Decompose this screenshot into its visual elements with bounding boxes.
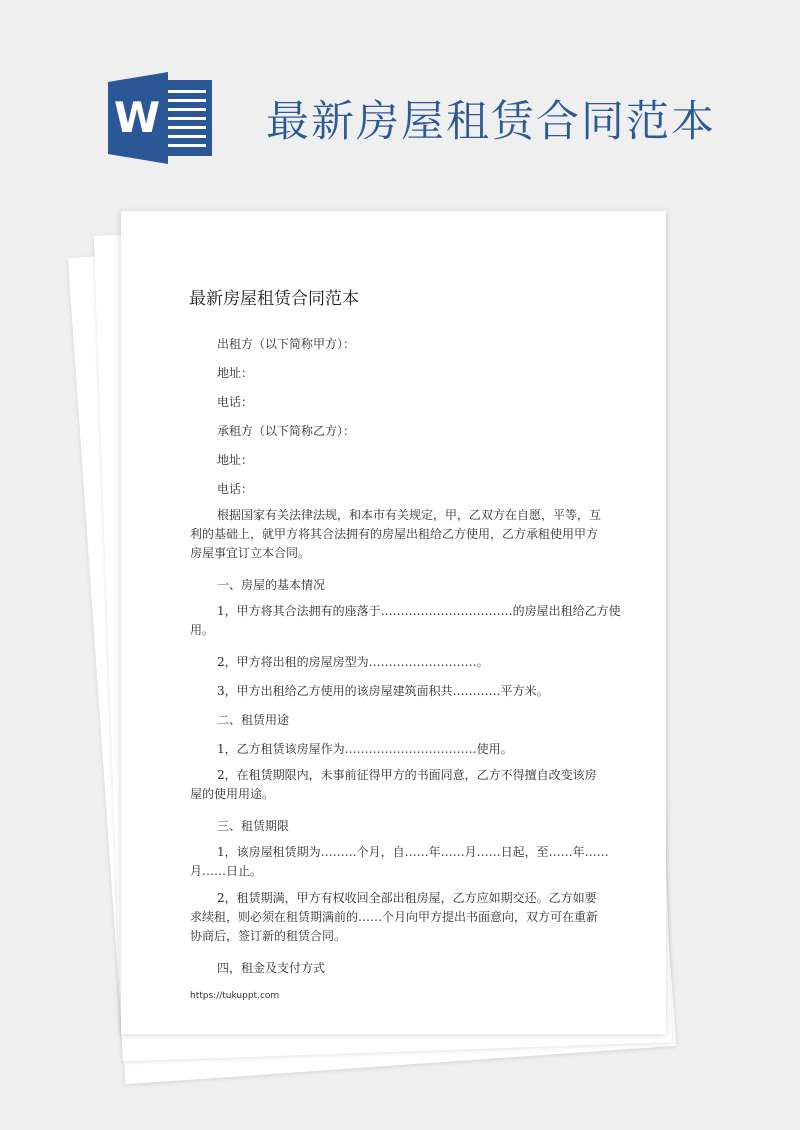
section-1-item-2: 2，甲方将出租的房屋房型为………………………。	[217, 655, 489, 669]
section-3-item-2: 2，租赁期满，甲方有权收回全部出租房屋，乙方应如期交还。乙方如要 求续租，则必须在租赁期满前的……个月向甲方提出书面意向，双方可在重新 协商后，签订新的租赁合同。	[190, 891, 599, 943]
section-1-item-1: 1，甲方将其合法拥有的座落于……………………………的房屋出租给乙方使 用。	[190, 604, 621, 637]
footer-url: https://tukuppt.com	[190, 991, 280, 1001]
section-1-heading: 一、房屋的基本情况	[217, 578, 326, 592]
section-2-item-2: 2，在租赁期限内，未事前征得甲方的书面同意，乙方不得擅自改变该房 屋的使用用途。	[190, 768, 597, 801]
banner-title: 最新房屋租赁合同范本	[266, 97, 716, 147]
intro-paragraph: 根据国家有关法律法规，和本市有关规定，甲，乙双方在自愿，平等，互 利的基础上，就甲方将其合法拥有的房屋出租给乙方使用，乙方承租使用甲方 房屋事宜订立本合同。	[190, 508, 602, 560]
lessor-phone-line: 电话：	[217, 395, 254, 409]
document-title: 最新房屋租赁合同范本	[189, 289, 359, 309]
section-2-heading: 二、租赁用途	[217, 713, 290, 727]
section-2-item-1: 1，乙方租赁该房屋作为……………………………使用。	[217, 742, 513, 756]
lessor-line: 出租方（以下简称甲方）：	[217, 337, 356, 351]
word-document-icon	[108, 72, 214, 164]
lessee-line: 承租方（以下简称乙方）：	[217, 424, 356, 438]
section-4-heading: 四，租金及支付方式	[217, 961, 326, 975]
section-3-item-1: 1，该房屋租赁期为………个月，自……年……月……日起，至……年…… 月……日止。	[190, 845, 609, 878]
lessor-address-line: 地址：	[217, 366, 254, 380]
section-3-heading: 三、租赁期限	[217, 819, 290, 833]
lessee-address-line: 地址：	[217, 453, 254, 467]
document-body	[190, 330, 644, 983]
section-1-item-3: 3，甲方出租给乙方使用的该房屋建筑面积共…………平方米。	[217, 684, 549, 698]
lessee-phone-line: 电话：	[217, 482, 254, 496]
word-icon-letter: W	[113, 93, 161, 142]
